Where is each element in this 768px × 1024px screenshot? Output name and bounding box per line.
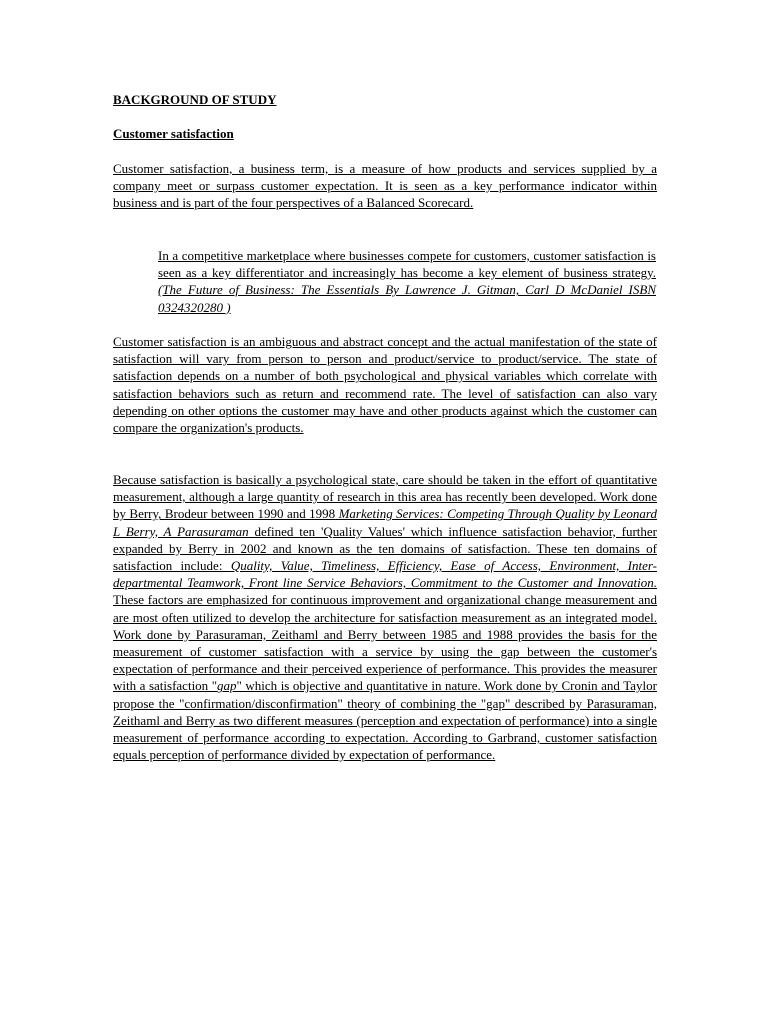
text-run: " which is objective and quantitative in nature. Work done by Cronin and Taylor propose the "confirmation/disconfirmation" theory of combining the "gap" described by Parasuraman, Zeithaml and Berry as two different measures (perception and expectation of performance) into a single measurement of performance according to expectation. According to Garbrand, customer satisfaction equals perception of performance divided by expectation of performance.: [113, 678, 657, 763]
section-heading: Customer satisfaction: [113, 126, 234, 141]
quote-text: In a competitive marketplace where businesses compete for customers, customer satisfaction is seen as a key differentiator and increasingly has become a key element of business strategy.: [158, 248, 656, 281]
text-run: defined ten 'Quality Values' which influence satisfaction behavior, further expanded by Berry in 2002 and known as the ten domains of satisfaction. These ten domains of satisfaction include:: [113, 523, 658, 574]
italic-run: Quality, Value, Timeliness, Efficiency, Ease of Access, Environment, Inter-departmental Teamwork, Front line Service Behaviors, Commitment to the Customer and Innovation.: [113, 558, 658, 591]
block-quote: [158, 247, 656, 316]
italic-run: gap: [217, 678, 237, 694]
text-run: Because satisfaction is basically a psychological state, care should be taken in the effort of quantitative measurement, although a large quantity of research in this area has recently been developed. Work done by Berry, Brodeur between 1990 and 1998: [113, 472, 657, 522]
paragraph-concept: Customer satisfaction is an ambiguous and abstract concept and the actual manifestation of the state of satisfaction will vary from person to person and product/service to product/service. The state of satisfaction depends on a number of both psychological and physical variables which correlate with satisfaction behaviors such as return and recommend rate. The level of satisfaction can also vary depending on other options the customer may have and other products against which the customer can compare the organization's products.: [113, 334, 657, 436]
text-run: These factors are emphasized for continuous improvement and organizational change measurement and are most often utilized to develop the architecture for satisfaction measurement as an integrated model. Work done by Parasuraman, Zeithaml and Berry between 1985 and 1988 provides the basis for the measurement of customer satisfaction with a service by using the gap between the customer's expectation of performance and their perceived experience of performance. This provides the measurer with a satisfaction ": [113, 592, 657, 694]
paragraph-definition: Customer satisfaction, a business term, is a measure of how products and services supplied by a company meet or surpass customer expectation. It is seen as a key performance indicator within business and is part of the four perspectives of a Balanced Scorecard.: [113, 161, 657, 211]
quote-citation: (The Future of Business: The Essentials By Lawrence J. Gitman, Carl D McDaniel ISBN 0324320280 ): [158, 282, 656, 315]
page-title: BACKGROUND OF STUDY: [113, 92, 277, 107]
paragraph-measurement: [113, 471, 657, 763]
italic-run: Marketing Services: Competing Through Quality by Leonard L Berry, A Parasuraman: [113, 506, 658, 539]
